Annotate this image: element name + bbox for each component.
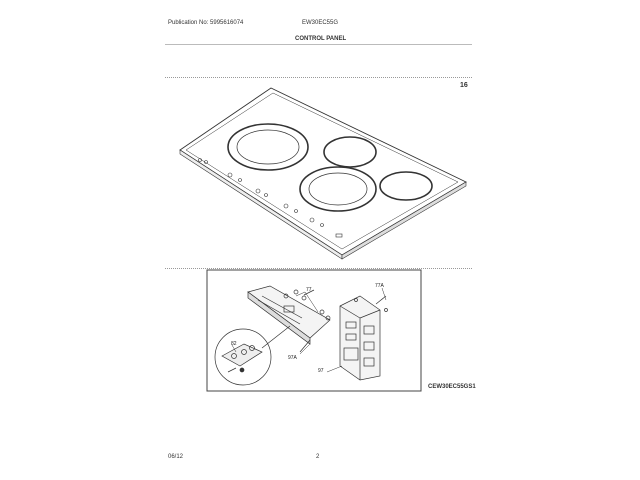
cooktop-illustration (180, 88, 466, 259)
figure-part-code: CEW30EC55GS1 (428, 384, 476, 390)
illustration-page-number: 16 (460, 82, 468, 89)
control-board-right (340, 296, 388, 380)
control-board-left (248, 286, 330, 352)
callout-82: 82 (231, 341, 237, 347)
callout-97: 97 (318, 368, 324, 374)
knob-detail-inset (215, 326, 290, 385)
footer-date: 06/12 (168, 454, 184, 460)
footer-page-number: 2 (316, 454, 320, 460)
callout-97a: 97A (288, 355, 297, 361)
model-number: EW30EC55G (302, 20, 339, 26)
publication-number: Publication No: 5995616074 (168, 20, 244, 26)
callout-77a: 77A (375, 283, 384, 289)
callout-77: 77 (306, 287, 312, 293)
section-title: CONTROL PANEL (295, 36, 347, 42)
